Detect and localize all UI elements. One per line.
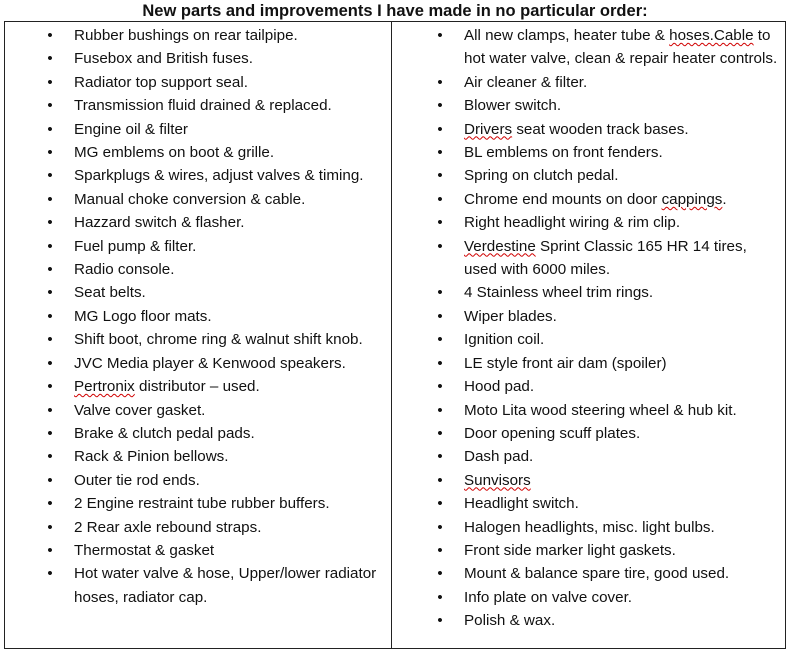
list-item-text: Headlight switch. bbox=[464, 495, 579, 513]
list-item-text: Moto Lita wood steering wheel & hub kit. bbox=[464, 401, 737, 419]
list-item bbox=[435, 164, 780, 187]
list-item-text: All new clamps, heater tube & hoses.Cable to hot water valve, clean & repair heater controls. bbox=[464, 27, 778, 68]
bullet-icon: • bbox=[47, 495, 53, 513]
list-item bbox=[45, 445, 385, 468]
list-item bbox=[45, 281, 385, 304]
list-item-text: Valve cover gasket. bbox=[74, 401, 206, 419]
list-item bbox=[45, 469, 385, 492]
bullet-icon: • bbox=[437, 27, 443, 44]
list-item bbox=[435, 235, 780, 282]
list-item-text: Hood pad. bbox=[464, 378, 535, 396]
list-item bbox=[45, 516, 385, 539]
list-item bbox=[435, 24, 780, 71]
list-item bbox=[435, 586, 780, 609]
list-item bbox=[435, 305, 780, 328]
bullet-icon: • bbox=[47, 27, 53, 44]
list-item-text: Front side marker light gaskets. bbox=[464, 541, 676, 559]
list-item-text: MG emblems on boot & grille. bbox=[74, 144, 275, 162]
list-item bbox=[45, 118, 385, 141]
bullet-icon: • bbox=[437, 471, 443, 489]
bullet-icon: • bbox=[47, 565, 53, 583]
bullet-icon: • bbox=[47, 144, 53, 162]
bullet-icon: • bbox=[47, 73, 53, 91]
spellcheck-underline: Pertronix bbox=[74, 378, 135, 396]
list-item-text: Mount & balance spare tire, good used. bbox=[464, 565, 730, 583]
list-item-text: Pertronix distributor – used. bbox=[74, 378, 260, 396]
list-item-text: Transmission fluid drained & replaced. bbox=[74, 97, 332, 115]
list-item-text: MG Logo floor mats. bbox=[74, 307, 212, 325]
bullet-icon: • bbox=[47, 214, 53, 232]
bullet-icon: • bbox=[437, 120, 443, 138]
list-item-text: Seat belts. bbox=[74, 284, 146, 302]
bullet-icon: • bbox=[437, 237, 443, 255]
list-item-text: Engine oil & filter bbox=[74, 120, 188, 138]
bullet-icon: • bbox=[437, 97, 443, 115]
bullet-icon: • bbox=[47, 331, 53, 349]
list-item bbox=[45, 399, 385, 422]
list-item-text: Outer tie rod ends. bbox=[74, 471, 200, 489]
bullet-icon: • bbox=[437, 448, 443, 466]
bullet-icon: • bbox=[437, 190, 443, 208]
bullet-icon: • bbox=[47, 471, 53, 489]
list-item-text: Hazzard switch & flasher. bbox=[74, 214, 245, 232]
list-item bbox=[45, 258, 385, 281]
list-item bbox=[435, 211, 780, 234]
list-item-text: 2 Engine restraint tube rubber buffers. bbox=[74, 495, 330, 513]
list-item bbox=[435, 445, 780, 468]
column-divider bbox=[391, 21, 392, 649]
list-item-text: Manual choke conversion & cable. bbox=[74, 190, 306, 208]
bullet-icon: • bbox=[47, 354, 53, 372]
bullet-icon: • bbox=[437, 588, 443, 606]
list-item bbox=[435, 375, 780, 398]
list-item bbox=[45, 71, 385, 94]
list-item-text: Door opening scuff plates. bbox=[464, 424, 641, 442]
list-item bbox=[435, 281, 780, 304]
list-item bbox=[435, 141, 780, 164]
bullet-icon: • bbox=[47, 237, 53, 255]
list-item bbox=[435, 188, 780, 211]
list-item bbox=[435, 71, 780, 94]
bullet-icon: • bbox=[47, 541, 53, 559]
list-item bbox=[435, 492, 780, 515]
list-item-text: Brake & clutch pedal pads. bbox=[74, 424, 255, 442]
list-item bbox=[45, 305, 385, 328]
page-title: New parts and improvements I have made in no particular order: bbox=[142, 2, 648, 20]
bullet-icon: • bbox=[47, 448, 53, 466]
list-item-text: Verdestine Sprint Classic 165 HR 14 tires, used with 6000 miles. bbox=[464, 237, 747, 279]
list-item bbox=[435, 118, 780, 141]
right-column-list bbox=[435, 24, 780, 633]
spellcheck-underline: Sunvisors bbox=[464, 471, 531, 489]
list-item-text: 2 Rear axle rebound straps. bbox=[74, 518, 262, 536]
list-item bbox=[45, 422, 385, 445]
list-item-text: Dash pad. bbox=[464, 448, 534, 466]
list-item bbox=[45, 375, 385, 398]
list-item-text: Drivers seat wooden track bases. bbox=[464, 120, 689, 138]
bullet-icon: • bbox=[437, 214, 443, 232]
spellcheck-underline: hoses.Cable bbox=[669, 27, 754, 44]
spellcheck-underline: cappings bbox=[661, 190, 723, 208]
bullet-icon: • bbox=[437, 307, 443, 325]
bullet-icon: • bbox=[47, 378, 53, 396]
list-item bbox=[45, 164, 385, 187]
list-item bbox=[45, 235, 385, 258]
bullet-icon: • bbox=[47, 190, 53, 208]
list-item-text: Spring on clutch pedal. bbox=[464, 167, 619, 185]
list-item-text: Radiator top support seal. bbox=[74, 73, 248, 91]
list-item-text: Fuel pump & filter. bbox=[74, 237, 197, 255]
list-item-text: Rack & Pinion bellows. bbox=[74, 448, 229, 466]
list-item bbox=[435, 562, 780, 585]
list-item-text: 4 Stainless wheel trim rings. bbox=[464, 284, 654, 302]
bullet-icon: • bbox=[437, 331, 443, 349]
list-item bbox=[45, 141, 385, 164]
list-item-text: Info plate on valve cover. bbox=[464, 588, 633, 606]
bullet-icon: • bbox=[437, 518, 443, 536]
list-item bbox=[435, 609, 780, 632]
list-item bbox=[45, 24, 385, 47]
list-item-text: Sparkplugs & wires, adjust valves & timing. bbox=[74, 167, 364, 185]
list-item bbox=[45, 352, 385, 375]
bullet-icon: • bbox=[47, 284, 53, 302]
list-item-text: Right headlight wiring & rim clip. bbox=[464, 214, 681, 232]
spellcheck-underline: Verdestine bbox=[464, 237, 536, 255]
list-item bbox=[45, 188, 385, 211]
list-item bbox=[435, 328, 780, 351]
list-item-text: Halogen headlights, misc. light bulbs. bbox=[464, 518, 715, 536]
list-item-text: LE style front air dam (spoiler) bbox=[464, 354, 667, 372]
bullet-icon: • bbox=[47, 261, 53, 279]
spellcheck-underline: Drivers bbox=[464, 120, 513, 138]
bullet-icon: • bbox=[47, 518, 53, 536]
bullet-icon: • bbox=[437, 495, 443, 513]
bullet-icon: • bbox=[437, 144, 443, 162]
list-item bbox=[435, 469, 780, 492]
list-item-text: Rubber bushings on rear tailpipe. bbox=[74, 27, 298, 44]
bullet-icon: • bbox=[437, 541, 443, 559]
bullet-icon: • bbox=[437, 424, 443, 442]
bullet-icon: • bbox=[437, 354, 443, 372]
list-item bbox=[45, 47, 385, 70]
bullet-icon: • bbox=[437, 167, 443, 185]
bullet-icon: • bbox=[47, 167, 53, 185]
list-item-text: Chrome end mounts on door cappings. bbox=[464, 190, 727, 208]
bullet-icon: • bbox=[437, 378, 443, 396]
bullet-icon: • bbox=[437, 73, 443, 91]
list-item bbox=[45, 328, 385, 351]
bullet-icon: • bbox=[47, 97, 53, 115]
bullet-icon: • bbox=[437, 565, 443, 583]
list-item-text: Wiper blades. bbox=[464, 307, 557, 325]
list-item-text: Hot water valve & hose, Upper/lower radiator hoses, radiator cap. bbox=[74, 565, 377, 606]
list-item bbox=[45, 211, 385, 234]
list-item bbox=[435, 539, 780, 562]
list-item-text: Shift boot, chrome ring & walnut shift knob. bbox=[74, 331, 363, 349]
list-item bbox=[45, 562, 385, 609]
list-item bbox=[435, 399, 780, 422]
list-item bbox=[45, 539, 385, 562]
list-item-text: Radio console. bbox=[74, 261, 175, 279]
bullet-icon: • bbox=[47, 307, 53, 325]
list-item bbox=[45, 94, 385, 117]
list-item bbox=[435, 516, 780, 539]
list-item-text: Fusebox and British fuses. bbox=[74, 50, 253, 68]
left-column-list bbox=[45, 24, 385, 609]
bullet-icon: • bbox=[437, 284, 443, 302]
list-item-text: Blower switch. bbox=[464, 97, 562, 115]
list-item-text: Air cleaner & filter. bbox=[464, 73, 588, 91]
list-item bbox=[435, 94, 780, 117]
list-item-text: Thermostat & gasket bbox=[74, 541, 215, 559]
bullet-icon: • bbox=[47, 401, 53, 419]
list-item-text: BL emblems on front fenders. bbox=[464, 144, 663, 162]
list-item-text: JVC Media player & Kenwood speakers. bbox=[74, 354, 346, 372]
bullet-icon: • bbox=[437, 612, 443, 630]
bullet-icon: • bbox=[437, 401, 443, 419]
list-item bbox=[435, 352, 780, 375]
list-item bbox=[435, 422, 780, 445]
list-item-text: Polish & wax. bbox=[464, 612, 556, 630]
list-item bbox=[45, 492, 385, 515]
bullet-icon: • bbox=[47, 424, 53, 442]
list-item-text bbox=[464, 472, 531, 489]
bullet-icon: • bbox=[47, 120, 53, 138]
list-item-text: Ignition coil. bbox=[464, 331, 545, 349]
bullet-icon: • bbox=[47, 50, 53, 68]
